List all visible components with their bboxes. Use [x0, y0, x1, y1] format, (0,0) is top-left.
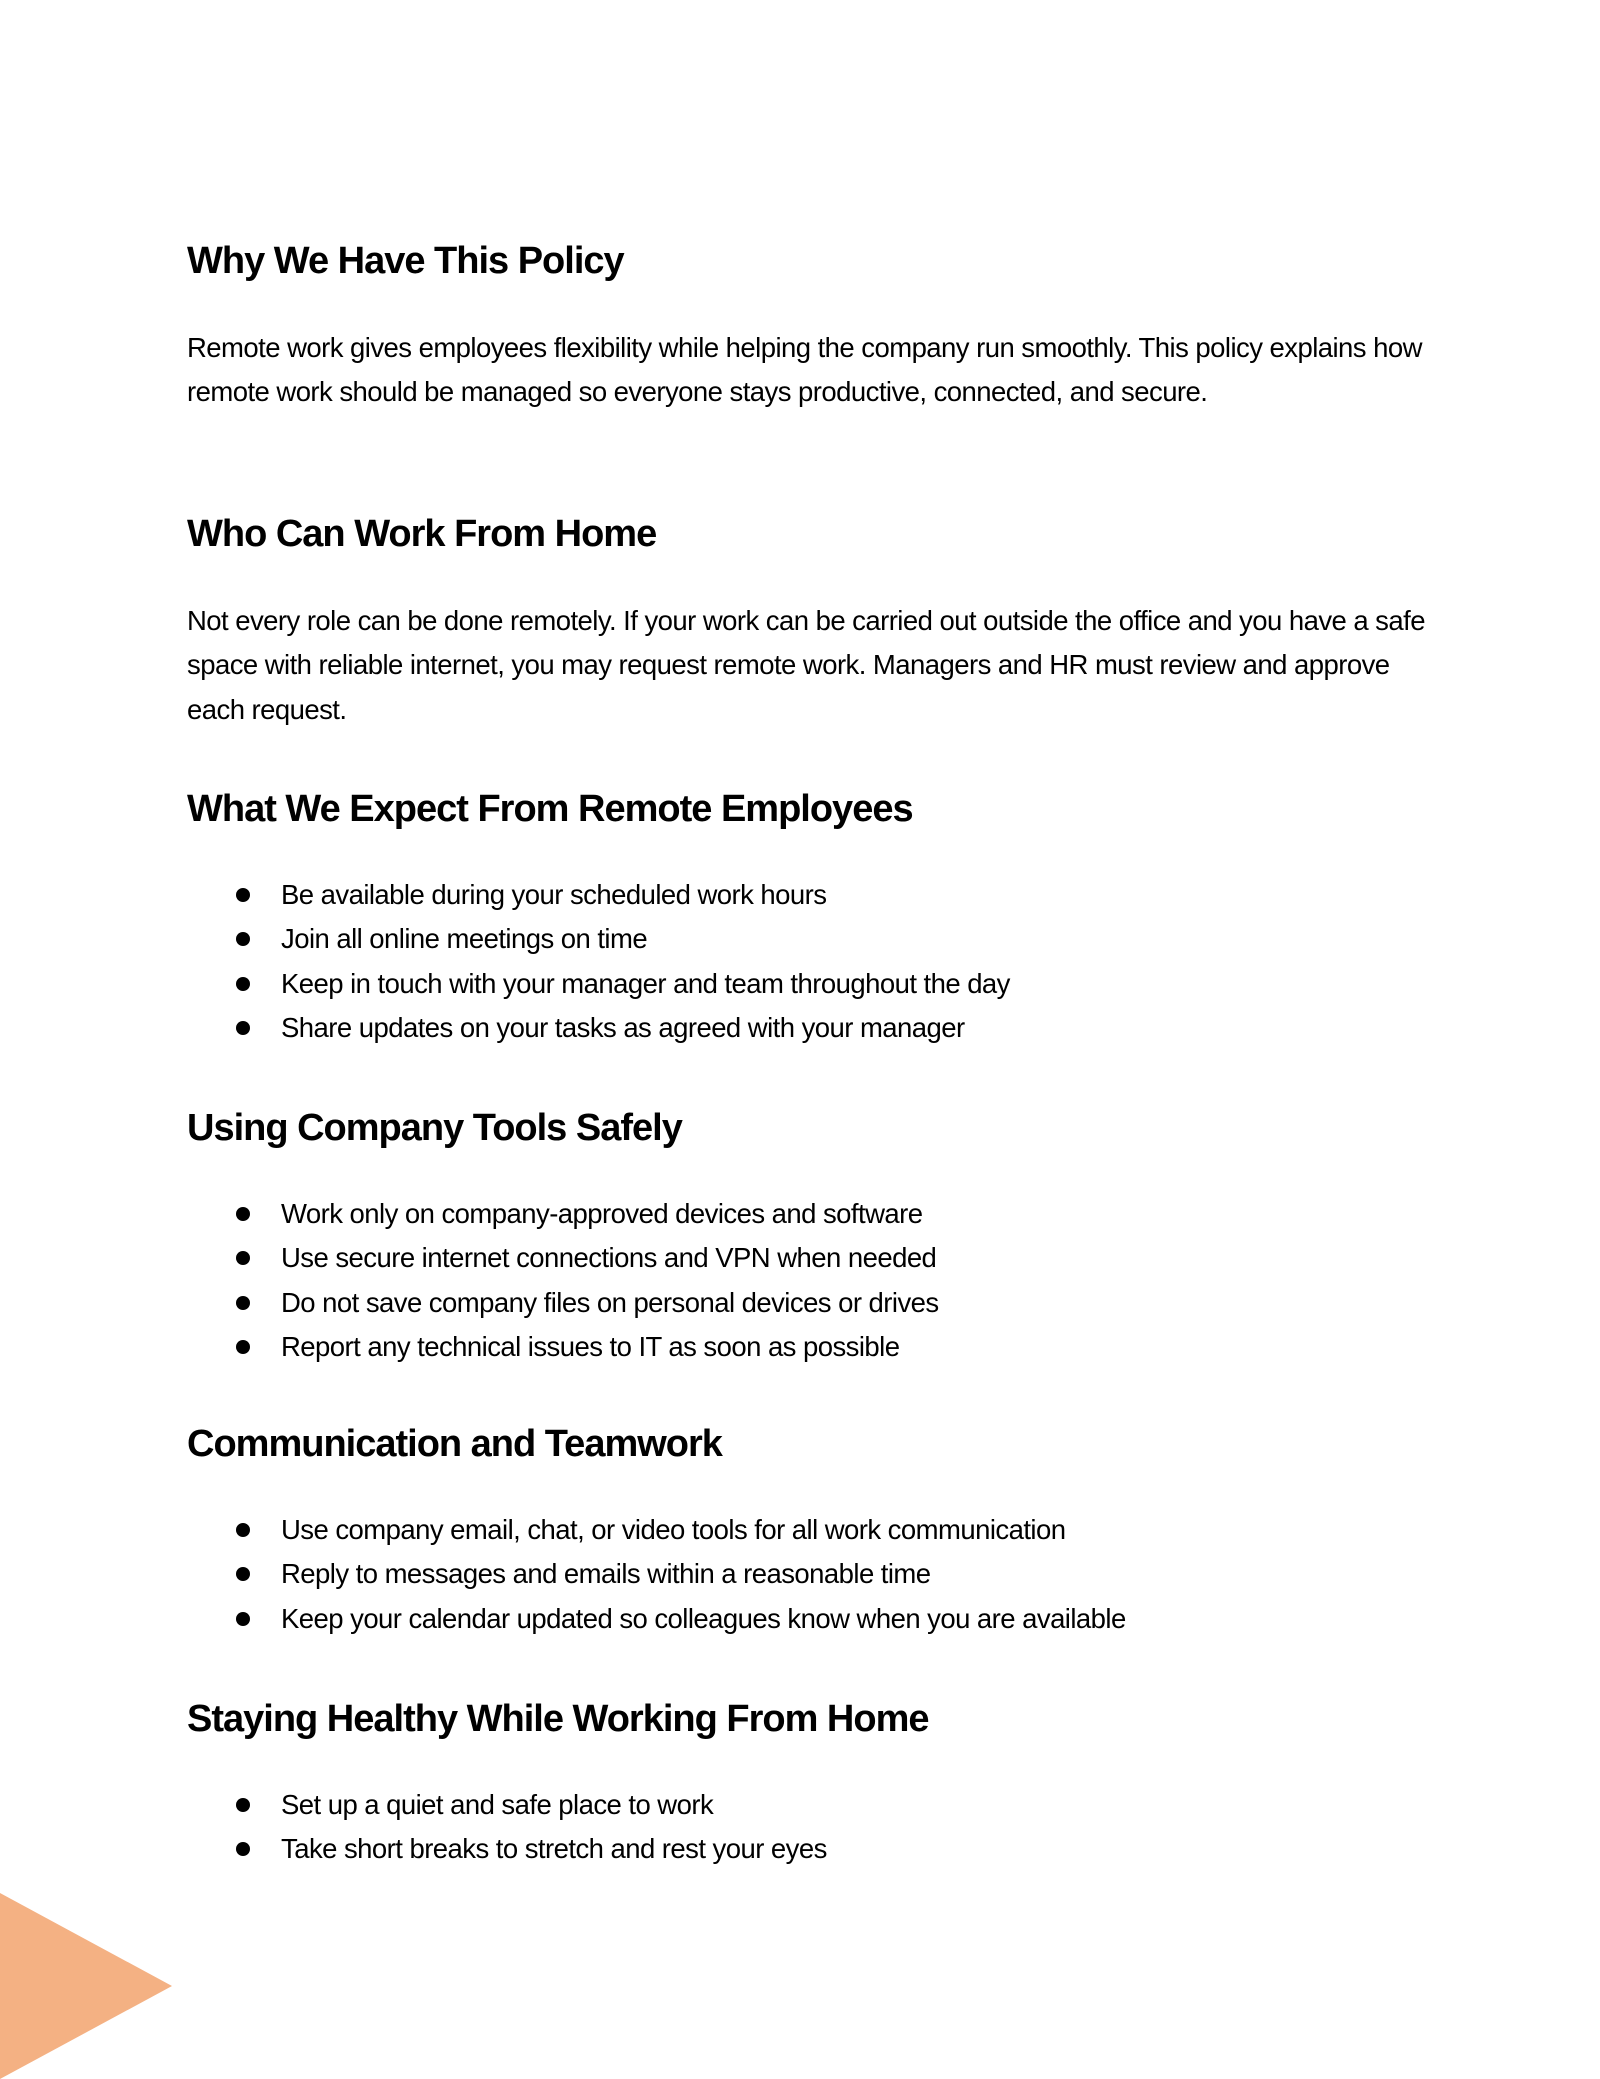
bullet-icon — [236, 1798, 250, 1812]
list-item-text: Take short breaks to stretch and rest your eyes — [281, 1833, 827, 1865]
bullet-icon — [236, 1523, 250, 1537]
list-item-text: Keep in touch with your manager and team throughout the day — [281, 967, 1010, 999]
section-paragraph-who-can-work: Not every role can be done remotely. If your work can be carried out outside the office and you have a safe space with reliable internet, you may request remote work. Managers and HR must review and approve each request. — [187, 605, 1425, 725]
list-item-text: Reply to messages and emails within a reasonable time — [281, 1558, 931, 1590]
bullet-icon — [236, 1842, 250, 1856]
list-item-text: Be available during your scheduled work hours — [281, 879, 827, 910]
section-heading-company-tools: Using Company Tools Safely — [187, 1107, 682, 1149]
section-heading-communication: Communication and Teamwork — [187, 1423, 722, 1465]
bullet-icon — [236, 1567, 250, 1581]
list-item-text: Do not save company files on personal devices or drives — [281, 1286, 939, 1318]
bullet-icon — [236, 977, 250, 991]
bullet-icon — [236, 888, 250, 902]
bullet-icon — [236, 1021, 250, 1035]
section-heading-why-policy: Why We Have This Policy — [187, 240, 624, 282]
bullet-icon — [236, 1251, 250, 1265]
list-item-text: Set up a quiet and safe place to work — [281, 1789, 714, 1820]
bullet-icon — [236, 1612, 250, 1626]
section-heading-expectations: What We Expect From Remote Employees — [187, 788, 913, 830]
bullet-icon — [236, 1296, 250, 1310]
list-item-text: Use company email, chat, or video tools for all work communication — [281, 1514, 1066, 1545]
list-item-text: Work only on company-approved devices and software — [281, 1198, 923, 1229]
bullet-icon — [236, 1207, 250, 1221]
list-item-text: Join all online meetings on time — [281, 923, 648, 955]
list-item-text: Use secure internet connections and VPN when needed — [281, 1242, 937, 1274]
bullet-icon — [236, 1340, 250, 1354]
decorative-triangle-shape — [0, 1893, 172, 2079]
section-paragraph-why-policy: Remote work gives employees flexibility while helping the company run smoothly. This policy explains how remote work should be managed so everyone stays productive, connected, and secure. — [187, 332, 1422, 408]
section-heading-who-can-work: Who Can Work From Home — [187, 513, 657, 555]
list-item-text: Share updates on your tasks as agreed with your manager — [281, 1011, 965, 1043]
section-heading-staying-healthy: Staying Healthy While Working From Home — [187, 1698, 929, 1740]
bullet-icon — [236, 932, 250, 946]
list-item-text: Report any technical issues to IT as soon as possible — [281, 1330, 900, 1362]
list-item-text: Keep your calendar updated so colleagues know when you are available — [281, 1602, 1126, 1634]
